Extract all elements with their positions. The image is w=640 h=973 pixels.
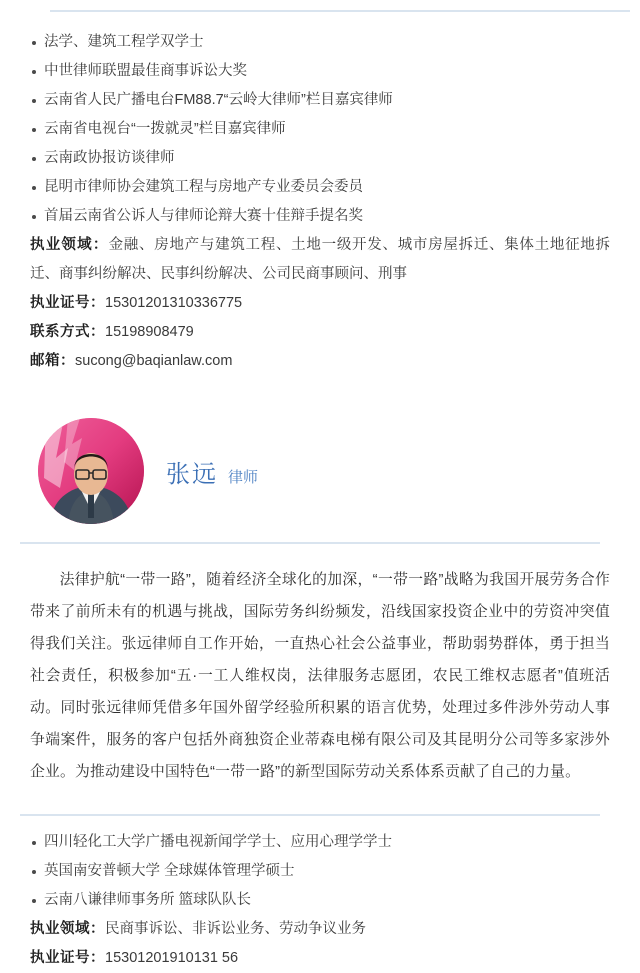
person-header <box>30 418 610 524</box>
field-label: 执业领域： <box>30 921 105 937</box>
top-contact <box>30 318 610 347</box>
list-item: 云南八谦律师事务所 篮球队队长 <box>30 886 610 915</box>
person-license <box>30 944 610 973</box>
list-item: 中世律师联盟最佳商事诉讼大奖 <box>30 57 610 86</box>
document-page <box>0 10 640 966</box>
person-title: 律师 <box>228 468 259 486</box>
top-profile-section <box>30 12 610 376</box>
field-label: 邮箱： <box>30 353 75 369</box>
field-value: 15198908479 <box>105 324 194 340</box>
list-item: 云南省人民广播电台FM88.7“云岭大律师”栏目嘉宾律师 <box>30 86 610 115</box>
person-name-block <box>166 454 258 489</box>
field-value: 15301201310336775 <box>105 295 243 311</box>
page-title: 张远 <box>166 460 218 488</box>
person-divider <box>20 542 600 544</box>
field-value: 金融、房地产与建筑工程、土地一级开发、城市房屋拆迁、集体土地征地拆迁、商事纠纷解决、民事纠纷解决、公司民商事顾问、刑事 <box>30 237 611 282</box>
person-credentials-section <box>30 828 610 973</box>
list-item: 法学、建筑工程学双学士 <box>30 28 610 57</box>
list-item: 首届云南省公诉人与律师论辩大赛十佳辩手提名奖 <box>30 202 610 231</box>
person-practice-areas <box>30 915 610 944</box>
person-credentials-list <box>30 828 610 915</box>
field-value: 15301201910131 56 <box>105 950 239 966</box>
lower-divider <box>20 814 600 816</box>
field-label: 执业证号： <box>30 295 105 311</box>
top-practice-areas <box>30 231 610 289</box>
list-item: 昆明市律师协会建筑工程与房地产专业委员会委员 <box>30 173 610 202</box>
field-label: 联系方式： <box>30 324 105 340</box>
avatar <box>38 418 144 524</box>
list-item: 英国南安普顿大学 全球媒体管理学硕士 <box>30 857 610 886</box>
top-credentials-list <box>30 28 610 231</box>
person-bio: 法律护航“一带一路”，随着经济全球化的加深，“一带一路”战略为我国开展劳务合作带来了前所未有的机遇与挑战，国际劳务纠纷频发，沿线国家投资企业中的劳资冲突值得我们关注。张远律师自工作开始，一直热心社会公益事业，帮助弱势群体，勇于担当社会责任，积极参加“五·一工人维权岗，法律服务志愿团，农民工维权志愿者”值班活动。同时张远律师凭借多年国外留学经验所积累的语言优势，处理过多件涉外劳动人事争端案件，服务的客户包括外商独资企业蒂森电梯有限公司及其昆明分公司等多家涉外企业。为推动建设中国特色“一带一路”的新型国际劳动关系体系贡献了自己的力量。 <box>30 572 610 780</box>
field-label: 执业证号： <box>30 950 105 966</box>
list-item: 云南政协报访谈律师 <box>30 144 610 173</box>
field-label: 执业领域： <box>30 237 109 253</box>
field-value: sucong@baqianlaw.com <box>75 353 233 369</box>
avatar-photo <box>38 418 144 524</box>
top-license <box>30 289 610 318</box>
list-item: 云南省电视台“一拨就灵”栏目嘉宾律师 <box>30 115 610 144</box>
field-value: 民商事诉讼、非诉讼业务、劳动争议业务 <box>105 921 366 937</box>
top-email <box>30 347 610 376</box>
list-item: 四川轻化工大学广播电视新闻学学士、应用心理学学士 <box>30 828 610 857</box>
